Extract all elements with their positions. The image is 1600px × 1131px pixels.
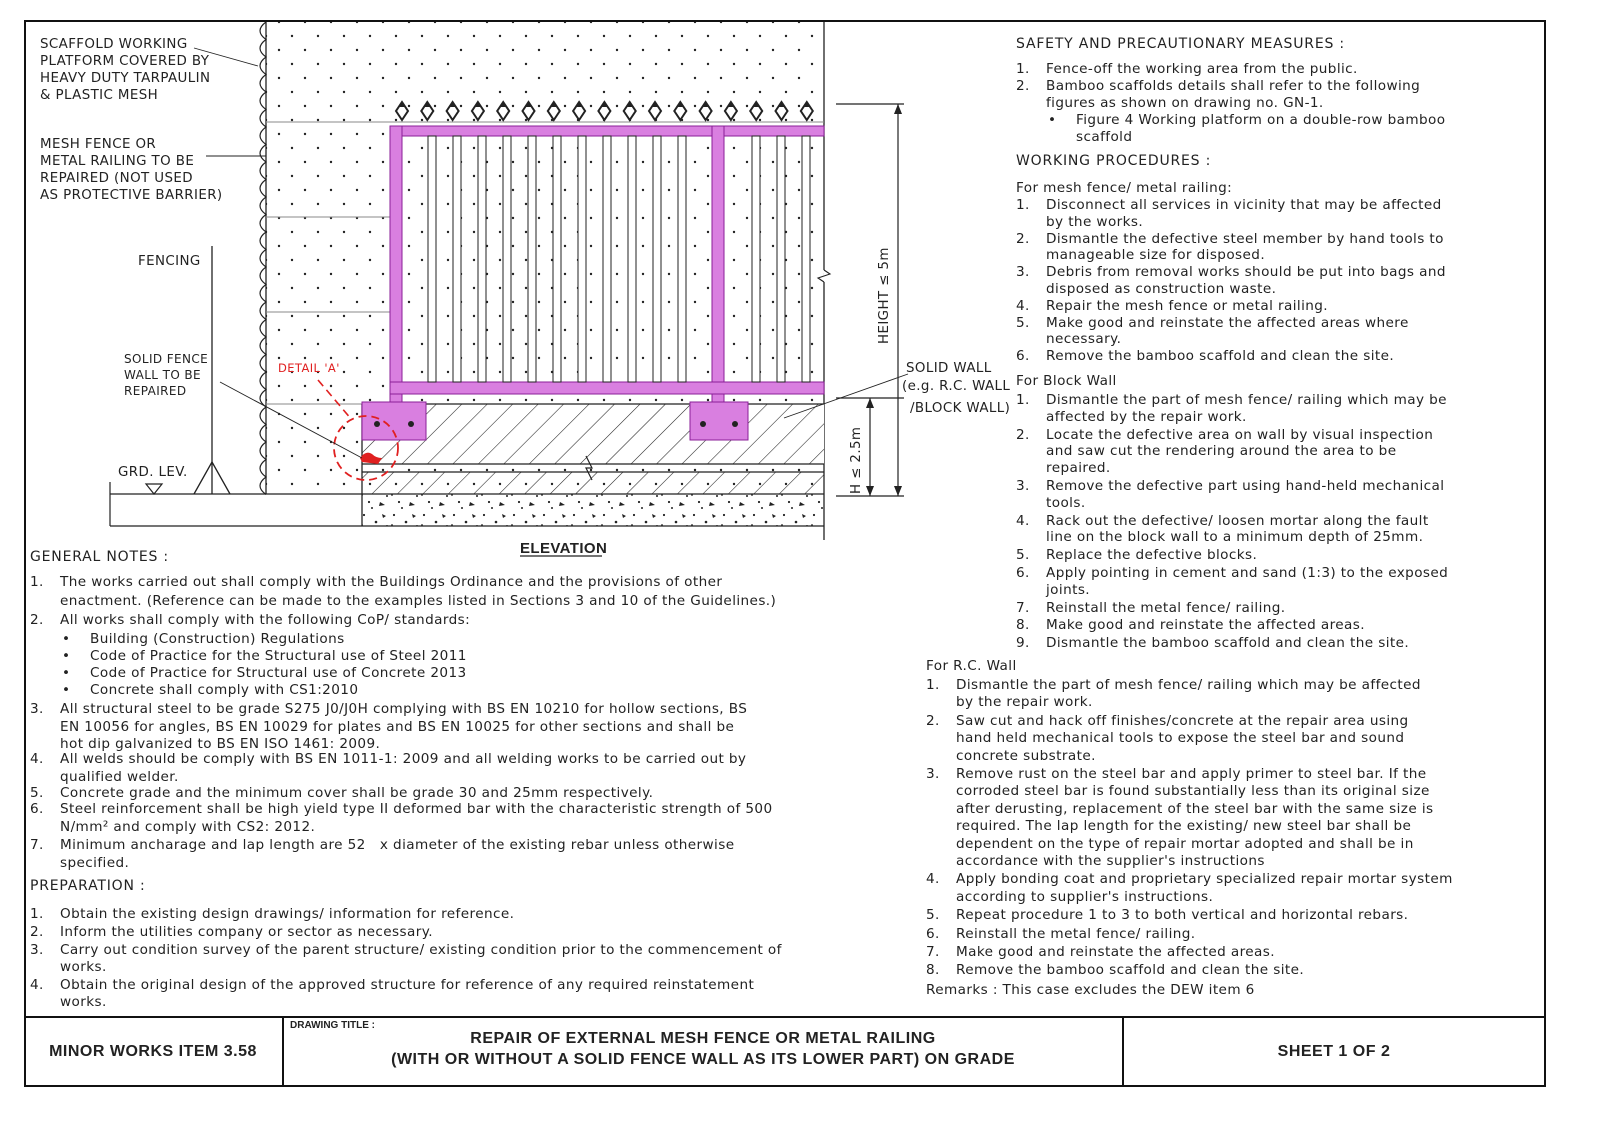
- item-text: Minimum ancharage and lap length are 52 x diameter of the existing rebar unless otherwise: [60, 837, 735, 853]
- item-number: 3.: [1016, 478, 1030, 494]
- item-text: after derusting, replacement of the steel bar with the same size is: [956, 800, 1434, 817]
- railing-bar: [603, 136, 611, 382]
- item-text: All structural steel to be grade S275 J0/J0H complying with BS EN 10210 for hollow sections, BS: [60, 701, 748, 717]
- railing-bar: [528, 136, 536, 382]
- item-number: 4.: [1016, 512, 1030, 529]
- height-2-5m-label: H ≤ 2.5m: [849, 426, 864, 494]
- ground-level-label: GRD. LEV.: [118, 465, 188, 480]
- drawing-title-line-1: REPAIR OF EXTERNAL MESH FENCE OR METAL RAILING: [470, 1030, 936, 1047]
- item-text: enactment. (Reference can be made to the examples listed in Sections 3 and 10 of the Guidelines.): [60, 593, 777, 609]
- railing-bar: [453, 136, 461, 382]
- rc-wall-subheading: For R.C. Wall: [926, 658, 1017, 674]
- item-text: EN 10056 for angles, BS EN 10029 for plates and BS EN 10025 for other sections and shall be: [60, 718, 735, 735]
- item-number: 5.: [926, 907, 940, 924]
- item-number: 2.: [1016, 230, 1030, 247]
- item-number: 2.: [926, 712, 940, 729]
- item-text: by the repair work.: [956, 694, 1093, 711]
- item-text: Debris from removal works should be put into bags and: [1046, 264, 1446, 281]
- item-text: corroded steel bar is found substantially less than its original size: [956, 783, 1430, 800]
- item-text: The works carried out shall comply with the Buildings Ordinance and the provisions of other: [60, 574, 723, 590]
- item-text: tools.: [1046, 494, 1086, 511]
- railing-bar: [503, 136, 511, 382]
- item-text: affected by the repair work.: [1046, 408, 1247, 425]
- item-number: 3.: [30, 942, 44, 958]
- item-number: 6.: [30, 801, 44, 817]
- item-text: specified.: [60, 854, 130, 871]
- solid-fence-label-3: REPAIRED: [124, 384, 187, 398]
- item-text: N/mm² and comply with CS2: 2012.: [60, 818, 316, 835]
- railing-bar: [802, 136, 810, 382]
- scaffold-label-3: HEAVY DUTY TARPAULIN: [40, 71, 211, 86]
- item-text: repaired.: [1046, 460, 1111, 477]
- item-text: by the works.: [1046, 213, 1144, 230]
- item-number: 1.: [30, 906, 44, 922]
- item-number: 1.: [926, 677, 940, 693]
- item-text: Make good and reinstate the affected areas where: [1046, 314, 1409, 331]
- item-text: Inform the utilities company or sector as necessary.: [60, 924, 433, 940]
- working-procedures-heading: WORKING PROCEDURES :: [1016, 153, 1212, 169]
- item-text: Obtain the existing design drawings/ information for reference.: [60, 906, 515, 922]
- item-text: figures as shown on drawing no. GN-1.: [1046, 95, 1324, 111]
- item-text: Rack out the defective/ loosen mortar along the fault: [1046, 512, 1429, 529]
- item-text: and saw cut the rendering around the area to be: [1046, 443, 1397, 460]
- railing-bar: [428, 136, 436, 382]
- item-text: Dismantle the bamboo scaffold and clean the site.: [1046, 635, 1410, 652]
- item-number: 6.: [1016, 565, 1030, 581]
- standard-bullet: • Code of Practice for Structural use of Concrete 2013: [90, 665, 467, 682]
- railing-bar: [678, 136, 686, 382]
- item-number: 3.: [30, 701, 44, 717]
- scaffold-label-2: PLATFORM COVERED BY: [40, 54, 210, 69]
- elevation-title: ELEVATION: [520, 540, 608, 557]
- item-number: 5.: [1016, 547, 1030, 564]
- item-text: Reinstall the metal fence/ railing.: [1046, 599, 1286, 616]
- item-number: 1.: [1016, 197, 1030, 213]
- item-number: 1.: [1016, 392, 1030, 408]
- item-text: works.: [60, 994, 107, 1010]
- item-number: 2.: [1016, 426, 1030, 443]
- item-text: according to supplier's instructions.: [956, 888, 1214, 905]
- mesh-fence-label-3: REPAIRED (NOT USED: [40, 171, 193, 186]
- item-text: dependent on the type of repair mortar adopted and shall be in: [956, 835, 1414, 852]
- item-text: Dismantle the defective steel member by hand tools to: [1046, 230, 1444, 247]
- item-text: Repeat procedure 1 to 3 to both vertical and horizontal rebars.: [956, 907, 1409, 924]
- item-text: Remove rust on the steel bar and apply primer to steel bar. If the: [956, 766, 1427, 782]
- item-text: Remove the bamboo scaffold and clean the site.: [1046, 348, 1395, 365]
- solid-wall-label-3: /BLOCK WALL): [910, 401, 1011, 416]
- item-text: Concrete grade and the minimum cover shall be grade 30 and 25mm respectively.: [60, 785, 654, 801]
- standard-bullet: • Building (Construction) Regulations: [90, 631, 345, 648]
- item-text: hand held mechanical tools to expose the steel bar and sound: [956, 730, 1405, 747]
- item-text: Dismantle the part of mesh fence/ railing which may be affected: [956, 677, 1421, 693]
- item-number: 7.: [1016, 599, 1030, 616]
- item-text: hot dip galvanized to BS EN ISO 1461: 2009.: [60, 736, 381, 752]
- item-text: Disconnect all services in vicinity that may be affected: [1046, 197, 1442, 213]
- mesh-fence-subheading: For mesh fence/ metal railing:: [1016, 180, 1233, 196]
- sheet-number: SHEET 1 OF 2: [1277, 1043, 1391, 1060]
- item-text: Replace the defective blocks.: [1046, 547, 1258, 564]
- railing-bar: [628, 136, 636, 382]
- item-text: manageable size for disposed.: [1046, 247, 1266, 264]
- item-text: Fence-off the working area from the public.: [1046, 61, 1358, 77]
- solid-fence-label-2: WALL TO BE: [124, 368, 202, 382]
- item-text: Remove the bamboo scaffold and clean the site.: [956, 962, 1305, 979]
- item-number: 4.: [1016, 297, 1030, 314]
- item-text: required. The lap length for the existing/ new steel bar shall be: [956, 818, 1412, 835]
- item-text: Reinstall the metal fence/ railing.: [956, 925, 1196, 942]
- solid-fence-label-1: SOLID FENCE: [124, 352, 209, 366]
- item-number: 6.: [926, 925, 940, 942]
- item-number: 7.: [30, 837, 44, 853]
- detail-a-label: DETAIL 'A': [278, 361, 340, 375]
- fencing-label: FENCING: [138, 254, 201, 269]
- railing-bar: [478, 136, 486, 382]
- item-text: disposed as construction waste.: [1046, 280, 1277, 297]
- sheet-cell: [1124, 1018, 1544, 1087]
- remarks: Remarks : This case excludes the DEW item 6: [926, 982, 1255, 998]
- item-number: 5.: [30, 785, 44, 801]
- item-number: 2.: [30, 612, 44, 628]
- item-number: 2.: [30, 924, 44, 940]
- item-number: 7.: [926, 944, 940, 960]
- title-block: [24, 1016, 1546, 1087]
- figure-reference: • Figure 4 Working platform on a double-row bamboo: [1076, 112, 1446, 129]
- item-text: concrete substrate.: [956, 747, 1096, 764]
- item-text: Bamboo scaffolds details shall refer to the following: [1046, 78, 1421, 94]
- mesh-fence-label-4: AS PROTECTIVE BARRIER): [40, 188, 223, 203]
- railing-bar: [777, 136, 785, 382]
- item-text: Saw cut and hack off finishes/concrete at the repair area using: [956, 712, 1409, 729]
- figure-reference: scaffold: [1076, 129, 1133, 145]
- item-number: 3.: [926, 766, 940, 782]
- item-cell: [24, 1018, 284, 1087]
- item-text: Dismantle the part of mesh fence/ railing which may be: [1046, 392, 1447, 408]
- item-text: joints.: [1046, 581, 1091, 598]
- item-text: Apply bonding coat and proprietary specialized repair mortar system: [956, 871, 1453, 888]
- item-text: qualified welder.: [60, 768, 179, 785]
- scaffold-label-1: SCAFFOLD WORKING: [40, 37, 188, 52]
- item-text: necessary.: [1046, 331, 1122, 348]
- item-number: 4.: [926, 871, 940, 888]
- item-text: Obtain the original design of the approved structure for reference of any required reinstatement: [60, 977, 755, 993]
- item-number: 1.: [30, 574, 44, 590]
- item-text: Locate the defective area on wall by visual inspection: [1046, 426, 1434, 443]
- drawing-title-label: DRAWING TITLE :: [290, 1020, 375, 1031]
- standard-bullet: • Code of Practice for the Structural use of Steel 2011: [90, 648, 467, 665]
- height-5m-label: HEIGHT ≤ 5m: [877, 247, 892, 344]
- item-number: 2.: [1016, 78, 1030, 94]
- minor-works-item: MINOR WORKS ITEM 3.58: [49, 1043, 257, 1060]
- item-text: All welds should be comply with BS EN 1011-1: 2009 and all welding works to be carried out by: [60, 751, 747, 767]
- item-text: line on the block wall to a minimum depth of 25mm.: [1046, 529, 1424, 546]
- item-number: 6.: [1016, 348, 1030, 365]
- item-text: Remove the defective part using hand-held mechanical: [1046, 478, 1445, 494]
- railing-bar: [752, 136, 760, 382]
- item-text: accordance with the supplier's instructions: [956, 853, 1265, 869]
- scaffold-label-4: & PLASTIC MESH: [40, 88, 159, 103]
- drawing-title-cell: [284, 1018, 1124, 1087]
- item-text: Make good and reinstate the affected areas.: [1046, 617, 1365, 634]
- item-number: 8.: [1016, 617, 1030, 634]
- railing-bar: [578, 136, 586, 382]
- item-text: Repair the mesh fence or metal railing.: [1046, 297, 1329, 314]
- item-number: 1.: [1016, 61, 1030, 77]
- item-number: 3.: [1016, 264, 1030, 281]
- solid-wall-label-2: (e.g. R.C. WALL: [902, 379, 1011, 394]
- safety-heading: SAFETY AND PRECAUTIONARY MEASURES :: [1016, 36, 1345, 52]
- item-number: 4.: [30, 751, 44, 767]
- solid-wall-label-1: SOLID WALL: [906, 361, 992, 376]
- item-text: Make good and reinstate the affected areas.: [956, 944, 1275, 960]
- standard-bullet: • Concrete shall comply with CS1:2010: [90, 682, 358, 699]
- railing-bar: [553, 136, 561, 382]
- mesh-fence-label-2: METAL RAILING TO BE: [40, 154, 195, 169]
- item-text: Apply pointing in cement and sand (1:3) to the exposed: [1046, 565, 1449, 581]
- item-text: Carry out condition survey of the parent structure/ existing condition prior to the commencement of: [60, 942, 782, 958]
- railing-bar: [653, 136, 661, 382]
- item-text: works.: [60, 959, 107, 975]
- item-text: All works shall comply with the following CoP/ standards:: [60, 612, 471, 628]
- mesh-fence-label-1: MESH FENCE OR: [40, 137, 157, 152]
- item-number: 5.: [1016, 314, 1030, 331]
- general-notes-heading: GENERAL NOTES :: [30, 549, 169, 565]
- item-number: 4.: [30, 977, 44, 993]
- drawing-title-line-2: (WITH OR WITHOUT A SOLID FENCE WALL AS ITS LOWER PART) ON GRADE: [391, 1051, 1015, 1068]
- item-number: 8.: [926, 962, 940, 979]
- item-number: 9.: [1016, 635, 1030, 652]
- block-wall-subheading: For Block Wall: [1016, 373, 1117, 389]
- item-text: Steel reinforcement shall be high yield type II deformed bar with the characteristic strength of 500: [60, 801, 773, 817]
- preparation-heading: PREPARATION :: [30, 878, 146, 894]
